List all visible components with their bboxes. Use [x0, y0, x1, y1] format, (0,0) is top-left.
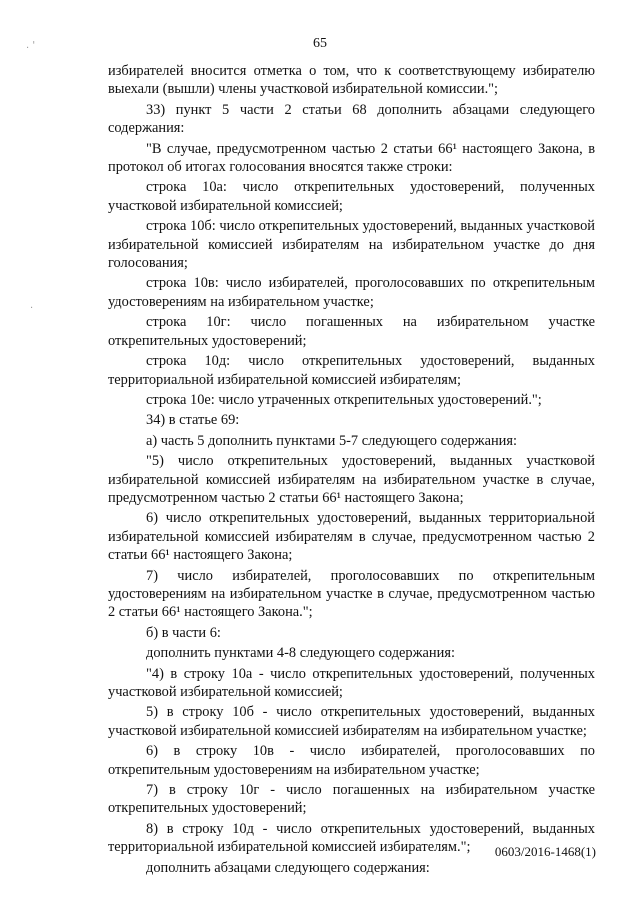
- paragraph: а) часть 5 дополнить пунктами 5-7 следующего содержания:: [146, 432, 517, 449]
- document-body: [108, 62, 595, 879]
- paragraph: "4) в строку 10а - число открепительных удостоверений, полученных участковой избирательной комиссией;: [108, 665, 595, 700]
- paragraph: строка 10г: число погашенных на избирательном участке открепительных удостоверений;: [108, 314, 595, 349]
- paragraph: 8) в строку 10д - число открепительных удостоверений, выданных территориальной избирательной комиссией избирателям.";: [108, 820, 595, 856]
- paragraph: б) в части 6:: [146, 624, 221, 641]
- paragraph: 33) пункт 5 части 2 статьи 68 дополнить абзацами следующего содержания:: [108, 101, 595, 137]
- paragraph: 7) число избирателей, проголосовавших по открепительным удостоверениям на избирательном участке в случае, предусмотренном частью 2 статьи 66¹ настоящего Закона.";: [108, 567, 595, 621]
- paragraph: строка 10е: число утраченных открепительных удостоверений.";: [146, 391, 542, 408]
- paragraph: 34) в статье 69:: [146, 412, 240, 429]
- scan-mark: .: [30, 300, 34, 311]
- paragraph: строка 10в: число избирателей, проголосовавших по открепительным удостоверениям на избирательном участке;: [108, 275, 595, 310]
- paragraph: 6) число открепительных удостоверений, выданных территориальной избирательной комиссией избирателям в случае, предусмотренном частью 2 статьи 66¹ настоящего Закона;: [108, 510, 595, 564]
- paragraph: 5) в строку 10б - число открепительных удостоверений, выданных участковой избирательной комиссией избирателям на избирательном участке;: [108, 704, 595, 739]
- paragraph: строка 10а: число открепительных удостоверений, полученных участковой избирательной комиссией;: [108, 179, 595, 214]
- paragraph: строка 10б: число открепительных удостоверений, выданных участковой избирательной комиссией избирателям на избирательном участке до дня голосования;: [108, 218, 595, 272]
- paragraph: строка 10д: число открепительных удостоверений, выданных территориальной избирательной комиссией избирателям;: [108, 353, 595, 388]
- scan-mark: . ': [26, 40, 36, 51]
- paragraph: "В случае, предусмотренном частью 2 статьи 66¹ настоящего Закона, в протокол об итогах голосования вносятся также строки:: [108, 140, 595, 176]
- paragraph: дополнить пунктами 4-8 следующего содержания:: [146, 645, 455, 662]
- page-number: 65: [313, 36, 327, 51]
- paragraph: "5) число открепительных удостоверений, выданных участковой избирательной комиссией избирателям на избирательном участке в случае, предусмотренном частью 2 статьи 66¹ настоящего Закона;: [108, 453, 595, 506]
- paragraph: избирателей вносится отметка о том, что к соответствующему избирателю выехали (вышли) члены участковой избирательной комиссии.";: [108, 63, 595, 98]
- paragraph: 6) в строку 10в - число избирателей, проголосовавших по открепительным удостоверениям на избирательном участке;: [108, 743, 595, 778]
- paragraph: 7) в строку 10г - число погашенных на избирательном участке открепительных удостоверений;: [108, 782, 595, 817]
- paragraph: дополнить абзацами следующего содержания:: [146, 859, 430, 876]
- document-code: 0603/2016-1468(1): [494, 844, 596, 859]
